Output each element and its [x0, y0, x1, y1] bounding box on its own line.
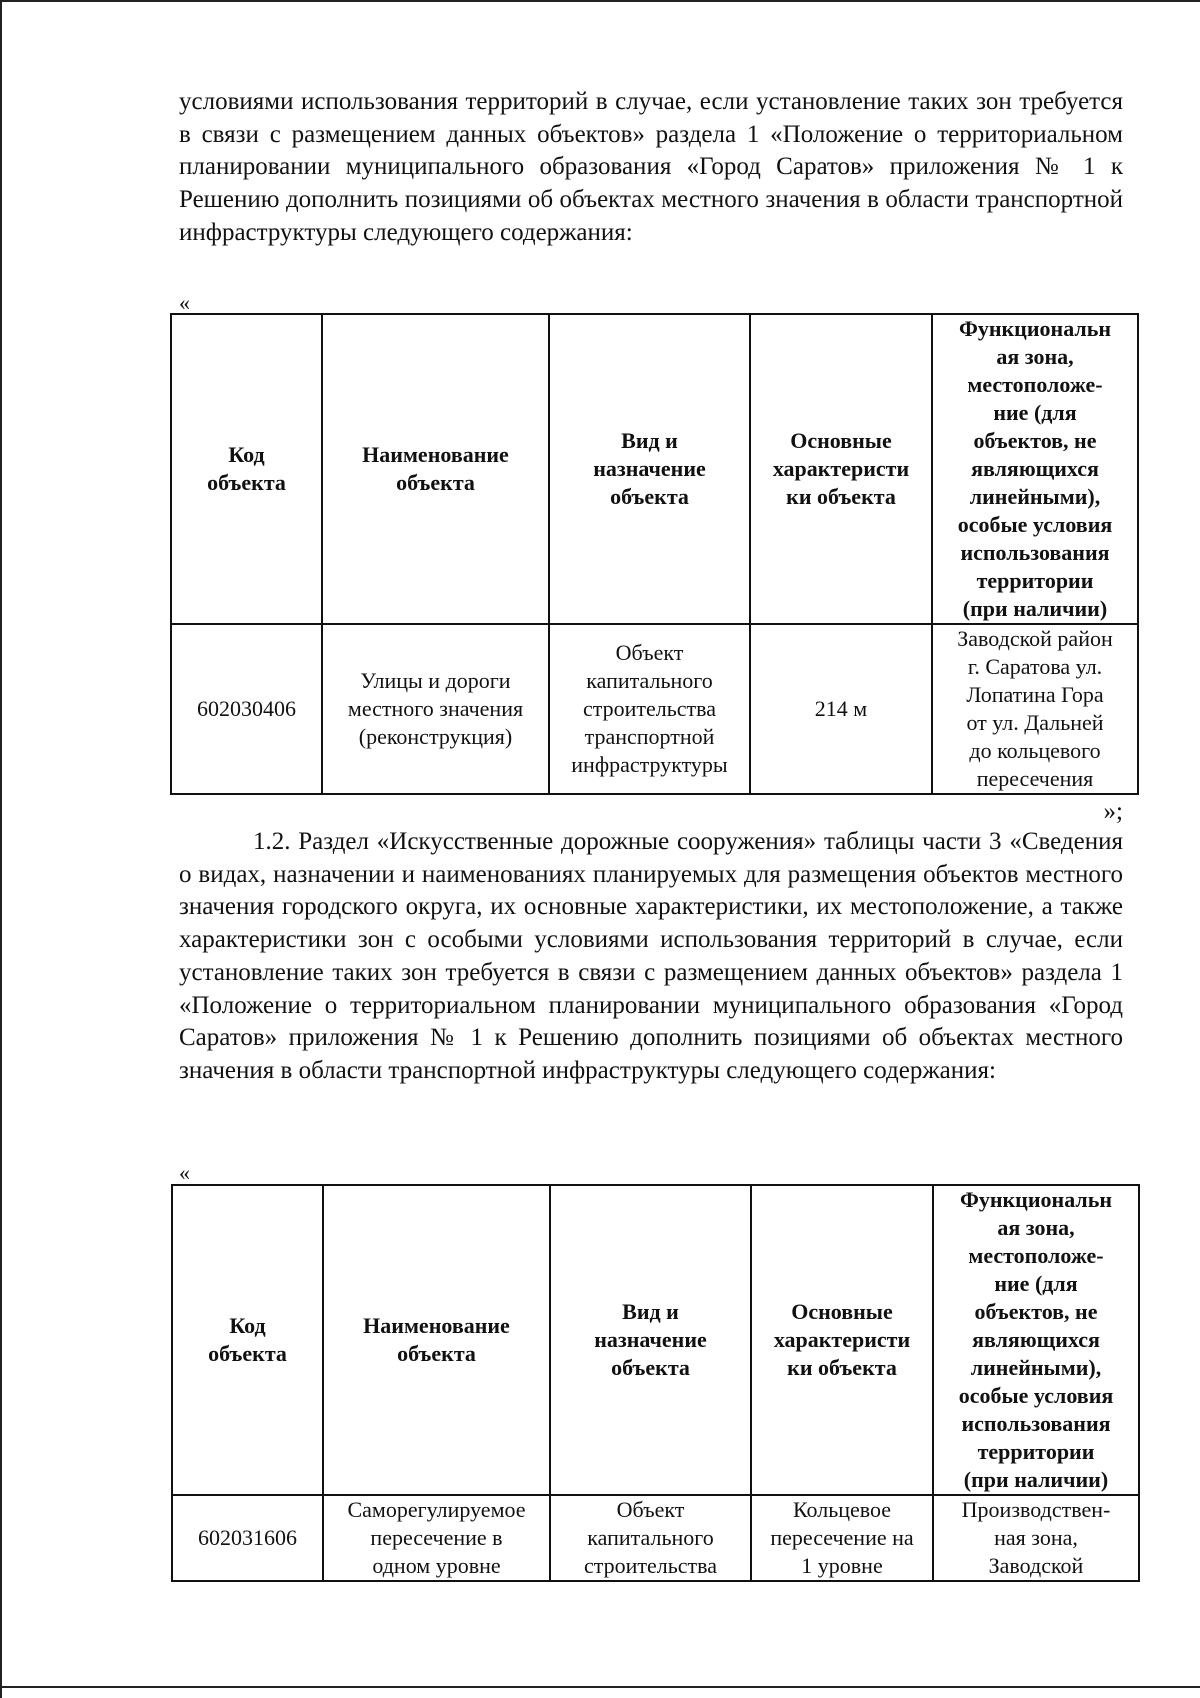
header-name: Наименование объекта — [323, 1185, 550, 1495]
header-code: Код объекта — [171, 314, 322, 624]
table-row — [171, 624, 1138, 794]
header-name: Наименование объекта — [322, 314, 549, 624]
header-characteristics: Основные характеристи ки объекта — [750, 314, 932, 624]
header-type: Вид и назначение объекта — [550, 1185, 751, 1495]
page-bottom-border — [0, 1686, 1200, 1688]
cell-type: Объект капитального строительства транспортной инфраструктуры — [549, 624, 750, 794]
opening-quote-2: « — [179, 1160, 190, 1185]
opening-quote-1: « — [179, 290, 190, 315]
table-header-row — [171, 314, 1138, 624]
cell-name: Саморегулируемое пересечение в одном уровне — [323, 1495, 550, 1581]
table-header-row — [172, 1185, 1139, 1495]
objects-table-2 — [171, 1184, 1140, 1582]
header-zone: Функциональн ая зона, местоположе- ние (для объектов, не являющихся линейными), особые условия использования территории (при наличии) — [932, 314, 1138, 624]
objects-table-1 — [170, 313, 1139, 795]
cell-name: Улицы и дороги местного значения (реконструкция) — [322, 624, 549, 794]
cell-characteristics: 214 м — [750, 624, 932, 794]
paragraph-1: условиями использования территорий в случае, если установление таких зон требуется в связи с размещением данных объектов» раздела 1 «Положение о территориальном планировании муниципального образования «Город Саратов» приложения № 1 к Решению дополнить позициями об объектах местного значения в области транспортной инфраструктуры следующего содержания: — [179, 88, 1123, 246]
cell-characteristics: Кольцевое пересечение на 1 уровне — [751, 1495, 933, 1581]
header-type: Вид и назначение объекта — [549, 314, 750, 624]
cell-zone: Заводской район г. Саратова ул. Лопатина Гора от ул. Дальней до кольцевого пересечения — [932, 624, 1138, 794]
cell-code: 602031606 — [172, 1495, 323, 1581]
header-code: Код объекта — [172, 1185, 323, 1495]
cell-code: 602030406 — [171, 624, 322, 794]
header-zone: Функциональн ая зона, местоположе- ние (для объектов, не являющихся линейными), особые условия использования территории (при наличии) — [933, 1185, 1139, 1495]
paragraph-2: 1.2. Раздел «Искусственные дорожные сооружения» таблицы части 3 «Сведения о видах, назначении и наименованиях планируемых для размещения объектов местного значения городского округа, их основные характеристики, их местоположение, а также характеристики зон с особыми условиями использования территорий в случае, если установление таких зон требуется в связи с размещением данных объектов» раздела 1 «Положение о территориальном планировании муниципального образования «Город Саратов» приложения № 1 к Решению дополнить позициями об объектах местного значения в области транспортной инфраструктуры следующего содержания: — [179, 828, 1123, 1084]
closing-quote-1: »; — [1103, 798, 1123, 825]
cell-zone: Производствен- ная зона, Заводской — [933, 1495, 1139, 1581]
cell-type: Объект капитального строительства — [550, 1495, 751, 1581]
header-characteristics: Основные характеристи ки объекта — [751, 1185, 933, 1495]
table-row — [172, 1495, 1139, 1581]
